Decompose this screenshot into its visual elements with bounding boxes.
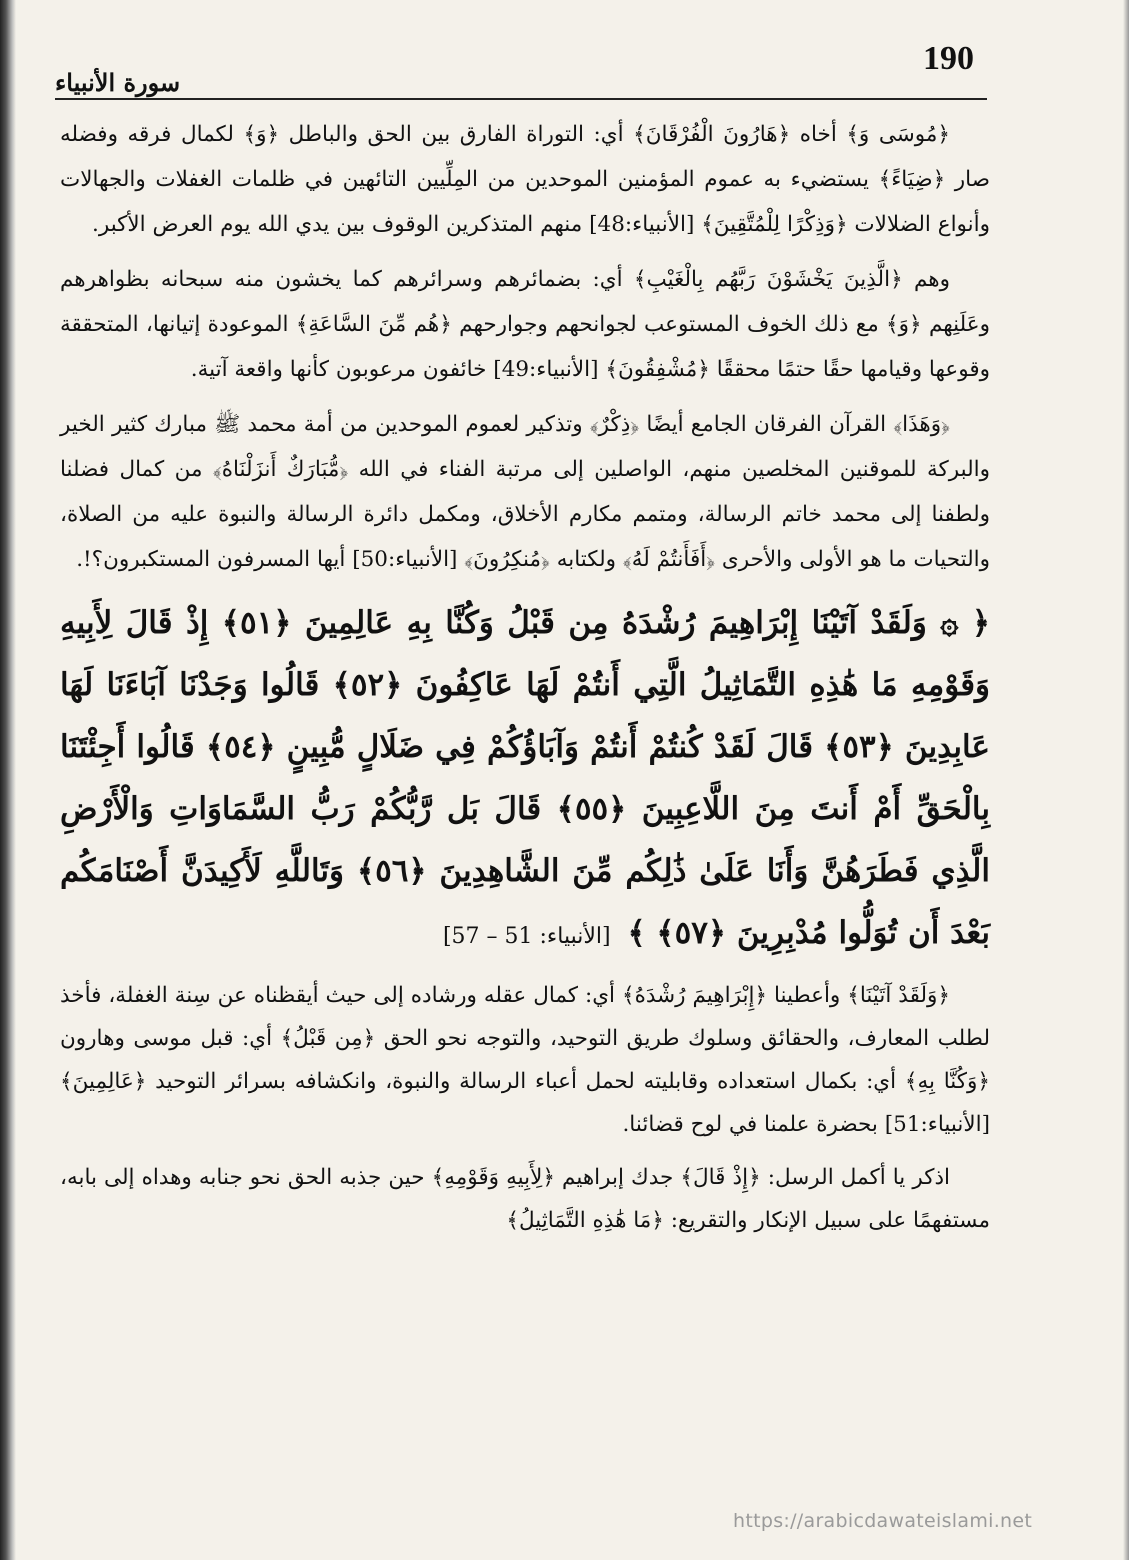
header-divider [55, 98, 987, 100]
quran-verses-51-57: ﴿ ۞ وَلَقَدْ آتَيْنَا إِبْرَاهِيمَ رُشْدَهُ مِن قَبْلُ وَكُنَّا بِهِ عَالِمِينَ ﴿٥١﴾ إِذْ قَالَ لِأَبِيهِ وَقَوْمِهِ مَا هَٰذِهِ التَّمَاثِيلُ الَّتِي أَنتُمْ لَهَا عَاكِفُونَ ﴿٥٢﴾ قَالُوا وَجَدْنَا آبَاءَنَا لَهَا عَابِدِينَ ﴿٥٣﴾ قَالَ لَقَدْ كُنتُمْ أَنتُمْ وَآبَاؤُكُمْ فِي ضَلَالٍ مُّبِينٍ ﴿٥٤﴾ قَالُوا أَجِئْتَنَا بِالْحَقِّ أَمْ أَنتَ مِنَ اللَّاعِبِينَ ﴿٥٥﴾ قَالَ بَل رَّبُّكُمْ رَبُّ السَّمَاوَاتِ وَالْأَرْضِ الَّذِي فَطَرَهُنَّ وَأَنَا عَلَىٰ ذَٰلِكُم مِّنَ الشَّاهِدِينَ ﴿٥٦﴾ وَتَاللَّهِ لَأَكِيدَنَّ أَصْنَامَكُم بَعْدَ أَن تُوَلُّوا مُدْبِرِينَ ﴿٥٧﴾ ﴾ [60, 605, 991, 951]
paragraph-50: ﴿وَهَذَا﴾ القرآن الفرقان الجامع أيضًا ﴿ذِكْرٌ﴾ وتذكير لعموم الموحدين من أمة محمد ﷺ مبارك كثير الخير والبركة للموقنين المخلصين منهم، الواصلين إلى مرتبة الفناء في الله ﴿مُّبَارَكٌ أَنزَلْنَاهُ﴾ من كمال فضلنا ولطفنا إلى محمد خاتم الرسالة، ومتمم مكارم الأخلاق، ومكمل دائرة الرسالة والنبوة عليه من الصلاة، والتحيات ما هو الأولى والأحرى ﴿أَفَأَنتُمْ لَهُ﴾ ولكتابه ﴿مُنكِرُونَ﴾ [الأنبياء:50] أيها المسرفون المستكبرون؟!. [60, 412, 990, 572]
scan-shadow-left [0, 0, 16, 1560]
page-number: 190 [923, 40, 974, 77]
watermark-url: https://arabicdawateislami.net [733, 1510, 1033, 1532]
page-body [60, 112, 990, 1252]
surah-title: سورة الأنبياء [55, 68, 181, 97]
paragraph-49: وهم ﴿الَّذِينَ يَخْشَوْنَ رَبَّهُم بِالْغَيْبِ﴾ أي: بضمائرهم وسرائرهم كما يخشون منه سبحانه بظواهرهم وعَلَنِهم ﴿وَ﴾ مع ذلك الخوف المستوعب لجوانحهم وجوارحهم ﴿هُم مِّنَ السَّاعَةِ﴾ الموعودة إتيانها، المتحققة وقوعها وقيامها حقًا حتمًا محققًا ﴿مُشْفِقُونَ﴾ [الأنبياء:49] خائفون مرعوبون كأنها واقعة آتية. [60, 267, 990, 382]
verse-reference: [الأنبياء: 51 – 57] [442, 924, 611, 949]
scan-shadow-right [1123, 0, 1129, 1560]
paragraph-52: اذكر يا أكمل الرسل: ﴿إِذْ قَالَ﴾ جدك إبراهيم ﴿لِأَبِيهِ وَقَوْمِهِ﴾ حين جذبه الحق نحو جنابه وهداه إلى بابه، مستفهمًا على سبيل الإنكار والتقريع: ﴿مَا هَٰذِهِ التَّمَاثِيلُ﴾ [60, 1165, 990, 1233]
paragraph-48: ﴿مُوسَى وَ﴾ أخاه ﴿هَارُونَ الْفُرْقَانَ﴾ أي: التوراة الفارق بين الحق والباطل ﴿وَ﴾ لكمال فرقه وفضله صار ﴿ضِيَاءً﴾ يستضيء به عموم المؤمنين الموحدين من المِلِّيين التائهين في ظلمات الغفلات والجهالات وأنواع الضلالات ﴿وَذِكْرًا لِلْمُتَّقِينَ﴾ [الأنبياء:48] منهم المتذكرين الوقوف بين يدي الله يوم العرض الأكبر. [60, 122, 990, 237]
quran-verses-block [60, 592, 990, 968]
paragraph-51: ﴿وَلَقَدْ آتَيْنَا﴾ وأعطينا ﴿إِبْرَاهِيمَ رُشْدَهُ﴾ أي: كمال عقله ورشاده إلى حيث أيقظناه عن سِنة الغفلة، فأخذ لطلب المعارف، والحقائق وسلوك طريق التوحيد، والتوجه نحو الحق ﴿مِن قَبْلُ﴾ أي: قبل موسى وهارون ﴿وَكُنَّا بِهِ﴾ أي: بكمال استعداده وقابليته لحمل أعباء الرسالة والنبوة، وانكشافه بسرائر التوحيد ﴿عَالِمِينَ﴾ [الأنبياء:51] بحضرة علمنا في لوح قضائنا. [60, 983, 990, 1137]
